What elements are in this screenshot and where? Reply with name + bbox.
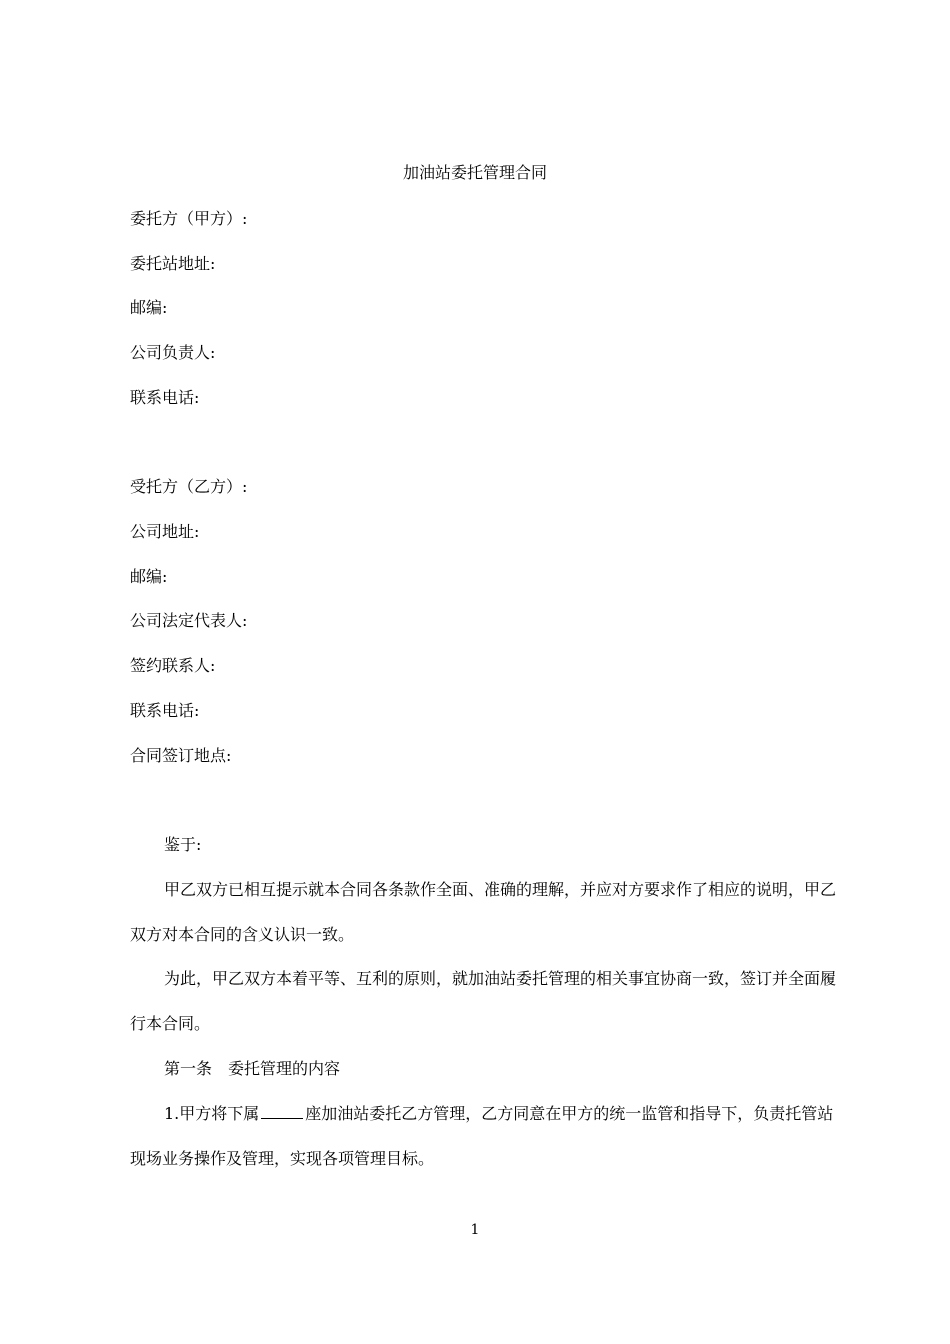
party-b-postcode-label: 邮编: <box>130 567 168 586</box>
clause-1-text-end: 座加油站委托乙方管理，乙方同意在甲方的统一监管和指导下，负责托管站现场业务操作及管理，实现各项管理目标。 <box>130 1104 834 1168</box>
signing-place-label: 合同签订地点: <box>130 746 232 765</box>
clause-1-text-start: 1.甲方将下属 <box>164 1104 260 1123</box>
page-number: 1 <box>470 1222 480 1238</box>
article-1-heading: 第一条 委托管理的内容 <box>164 1059 341 1078</box>
document-title: 加油站委托管理合同 <box>402 163 547 182</box>
party-b-legal-rep-label: 公司法定代表人: <box>130 611 248 630</box>
party-a-client-label: 委托方（甲方）: <box>130 209 248 228</box>
paragraph-mutual-understanding: 甲乙双方已相互提示就本合同各条款作全面、准确的理解，并应对方要求作了相应的说明，甲乙双方对本合同的含义认识一致。 <box>130 880 837 944</box>
party-b-phone-label: 联系电话: <box>130 701 200 720</box>
party-b-contact-label: 签约联系人: <box>130 656 216 675</box>
paragraph-agreement-basis: 为此，甲乙双方本着平等、互利的原则，就加油站委托管理的相关事宜协商一致，签订并全面履行本合同。 <box>130 969 837 1033</box>
station-count-blank <box>261 1102 303 1119</box>
party-a-station-address-label: 委托站地址: <box>130 254 216 273</box>
whereas-label: 鉴于: <box>164 835 202 854</box>
party-a-postcode-label: 邮编: <box>130 298 168 317</box>
party-b-company-address-label: 公司地址: <box>130 522 200 541</box>
party-a-person-in-charge-label: 公司负责人: <box>130 343 216 362</box>
clause-1-paragraph <box>130 1091 840 1181</box>
party-a-phone-label: 联系电话: <box>130 388 200 407</box>
party-b-trustee-label: 受托方（乙方）: <box>130 477 248 496</box>
